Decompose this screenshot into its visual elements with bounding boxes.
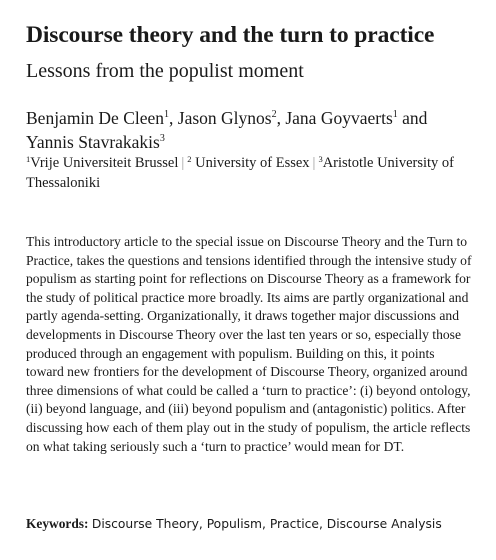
abstract-text: This introductory article to the special issue on Discourse Theory and the Turn to Practice, takes the questions and tensions identified through the intensive study of populism as starting point for reflections on Discourse Theory as a framework for the study of political practice more broadly. Its aims are partly organizational and partly agenda-setting. Organizationally, it draws together major discussions and developments in Discourse Theory over the last ten years or so, especially those produced through an engagement with populism. Building on this, it points toward new frontiers for the development of Discourse Theory, organized around three dimensions of what could be called a ‘turn to practice’: (i) beyond ontology, (ii) beyond language, and (iii) beyond populism and (antagonistic) politics. After discussing how each of them play out in the study of populism, the article reflects on what taking seriously such a ‘turn to practice’ would mean for DT.: [26, 234, 472, 454]
author-separator: and: [397, 108, 428, 128]
author-affiliation-marker: 3: [159, 133, 165, 144]
author-name: Benjamin De Cleen: [26, 108, 165, 128]
author-name: Yannis Stavrakakis: [26, 132, 160, 152]
paper-title: Discourse theory and the turn to practice: [26, 22, 435, 48]
author-name: Jason Glynos: [177, 108, 272, 128]
author-list: [26, 106, 472, 154]
affiliation-name: University of Essex: [195, 155, 310, 171]
keywords-label: Keywords:: [26, 516, 89, 531]
keywords-value: Discourse Theory, Populism, Practice, Discourse Analysis: [91, 517, 442, 531]
affiliation-marker: 3: [318, 154, 323, 164]
affiliation-marker: 1: [26, 154, 31, 164]
keywords-line: [26, 515, 472, 533]
affiliation-name: Aristotle University of Thessaloniki: [26, 155, 454, 191]
affiliation-name: Vrije Universiteit Brussel: [30, 155, 179, 171]
author-affiliation-marker: 2: [271, 109, 277, 120]
paper-subtitle: Lessons from the populist moment: [26, 60, 304, 82]
author-separator: ,: [276, 108, 286, 128]
affiliation-list: [26, 153, 472, 193]
affiliation-marker: 2: [187, 154, 192, 164]
affiliation-separator: |: [181, 155, 185, 171]
author-affiliation-marker: 1: [392, 109, 398, 120]
author-name: Jana Goyvaerts: [285, 108, 393, 128]
affiliation-separator: |: [312, 155, 316, 171]
author-separator: ,: [169, 108, 178, 128]
author-affiliation-marker: 1: [164, 109, 170, 120]
